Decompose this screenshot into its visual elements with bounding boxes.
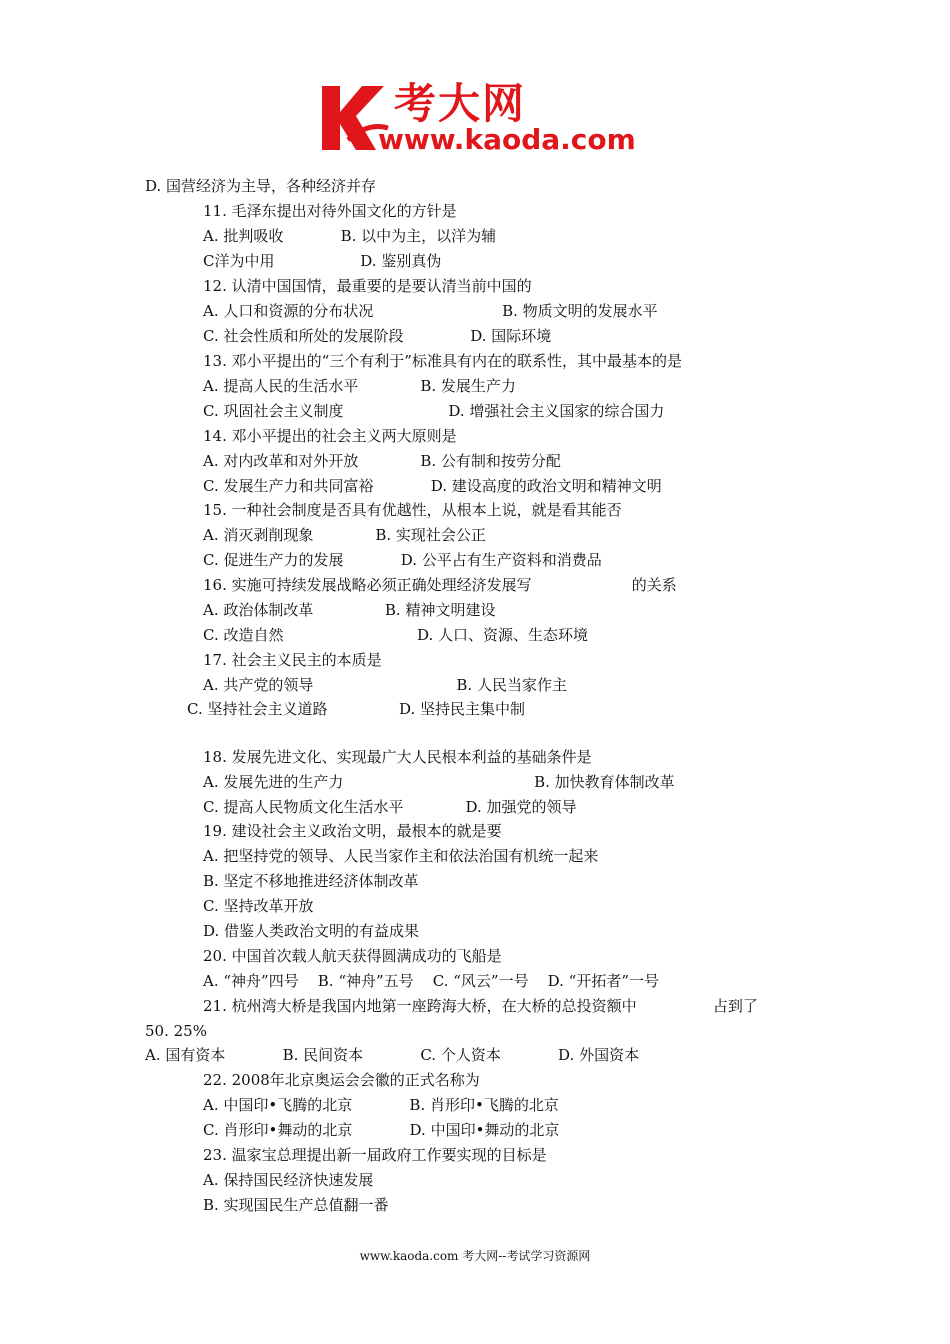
kaoda-logo [318, 80, 638, 160]
question-line: 14. 邓小平提出的社会主义两大原则是 [203, 427, 457, 445]
page-footer: www.kaoda.com 考大网--考试学习资源网 [359, 1249, 591, 1263]
logo-url-text: www.kaoda.com [378, 123, 636, 156]
option-line: C. 肖形印•舞动的北京 D. 中国印•舞动的北京 [203, 1121, 560, 1139]
option-line: B. 坚定不移地推进经济体制改革 [203, 872, 419, 890]
option-line: A. 共产党的领导 B. 人民当家作主 [203, 676, 567, 694]
question-line: 12. 认清中国国情，最重要的是要认清当前中国的 [203, 277, 532, 295]
option-line: A. “神舟”四号 B. “神舟”五号 C. “风云”一号 D. “开拓者”一号 [203, 972, 660, 990]
question-line: 23. 温家宝总理提出新一届政府工作要实现的目标是 [203, 1146, 547, 1164]
option-line: A. 发展先进的生产力 B. 加快教育体制改革 [203, 773, 675, 791]
option-line: A. 把坚持党的领导、人民当家作主和依法治国有机统一起来 [203, 847, 599, 865]
option-line: A. 政治体制改革 B. 精神文明建设 [203, 601, 496, 619]
question-line: 15. 一种社会制度是否具有优越性，从根本上说，就是看其能否 [203, 501, 622, 519]
option-line: C. 坚持改革开放 [203, 897, 314, 915]
question-line: 18. 发展先进文化、实现最广大人民根本利益的基础条件是 [203, 748, 592, 766]
option-line: A. 中国印•飞腾的北京 B. 肖形印•飞腾的北京 [203, 1096, 559, 1114]
option-line: A. 保持国民经济快速发展 [203, 1171, 374, 1189]
option-line: A. 批判吸收 B. 以中为主，以洋为辅 [203, 227, 497, 245]
option-line: C. 社会性质和所处的发展阶段 D. 国际环境 [203, 327, 552, 345]
option-line: C. 改造自然 D. 人口、资源、生态环境 [203, 626, 589, 644]
option-line: C. 提高人民物质文化生活水平 D. 加强党的领导 [203, 798, 577, 816]
option-line: C. 坚持社会主义道路 D. 坚持民主集中制 [187, 700, 526, 718]
question-line: 20. 中国首次载人航天获得圆满成功的飞船是 [203, 947, 502, 965]
option-line: D. 借鉴人类政治文明的有益成果 [203, 922, 420, 940]
option-line: C. 促进生产力的发展 D. 公平占有生产资料和消费品 [203, 551, 602, 569]
option-line: C. 巩固社会主义制度 D. 增强社会主义国家的综合国力 [203, 402, 665, 420]
option-line: B. 实现国民生产总值翻一番 [203, 1196, 389, 1214]
question-line: 22. 2008年北京奥运会会徽的正式名称为 [203, 1071, 480, 1089]
option-line: C洋为中用 D. 鉴别真伪 [203, 252, 442, 270]
option-line: C. 发展生产力和共同富裕 D. 建设高度的政治文明和精神文明 [203, 477, 662, 495]
question-line: 19. 建设社会主义政治文明，最根本的就是要 [203, 822, 502, 840]
question-line: 21. 杭州湾大桥是我国内地第一座跨海大桥，在大桥的总投资额中 占到了 [203, 997, 758, 1015]
option-line: A. 国有资本 B. 民间资本 C. 个人资本 D. 外国资本 [145, 1046, 640, 1064]
logo-chinese-text: 考大网 [394, 79, 527, 128]
question-line: 11. 毛泽东提出对待外国文化的方针是 [203, 202, 457, 220]
option-line: A. 对内改革和对外开放 B. 公有制和按劳分配 [203, 452, 561, 470]
question-line: 16. 实施可持续发展战略必须正确处理经济发展写 的关系 [203, 576, 677, 594]
option-line: A. 人口和资源的分布状况 B. 物质文明的发展水平 [203, 302, 658, 320]
option-line: A. 提高人民的生活水平 B. 发展生产力 [203, 377, 516, 395]
question-line: 13. 邓小平提出的“三个有利于”标准具有内在的联系性，其中最基本的是 [203, 352, 682, 370]
option-line: D. 国营经济为主导，各种经济并存 [145, 177, 377, 195]
option-line: A. 消灭剥削现象 B. 实现社会公正 [203, 526, 486, 544]
question-continuation-line: 50. 25% [145, 1022, 207, 1040]
question-line: 17. 社会主义民主的本质是 [203, 651, 382, 669]
